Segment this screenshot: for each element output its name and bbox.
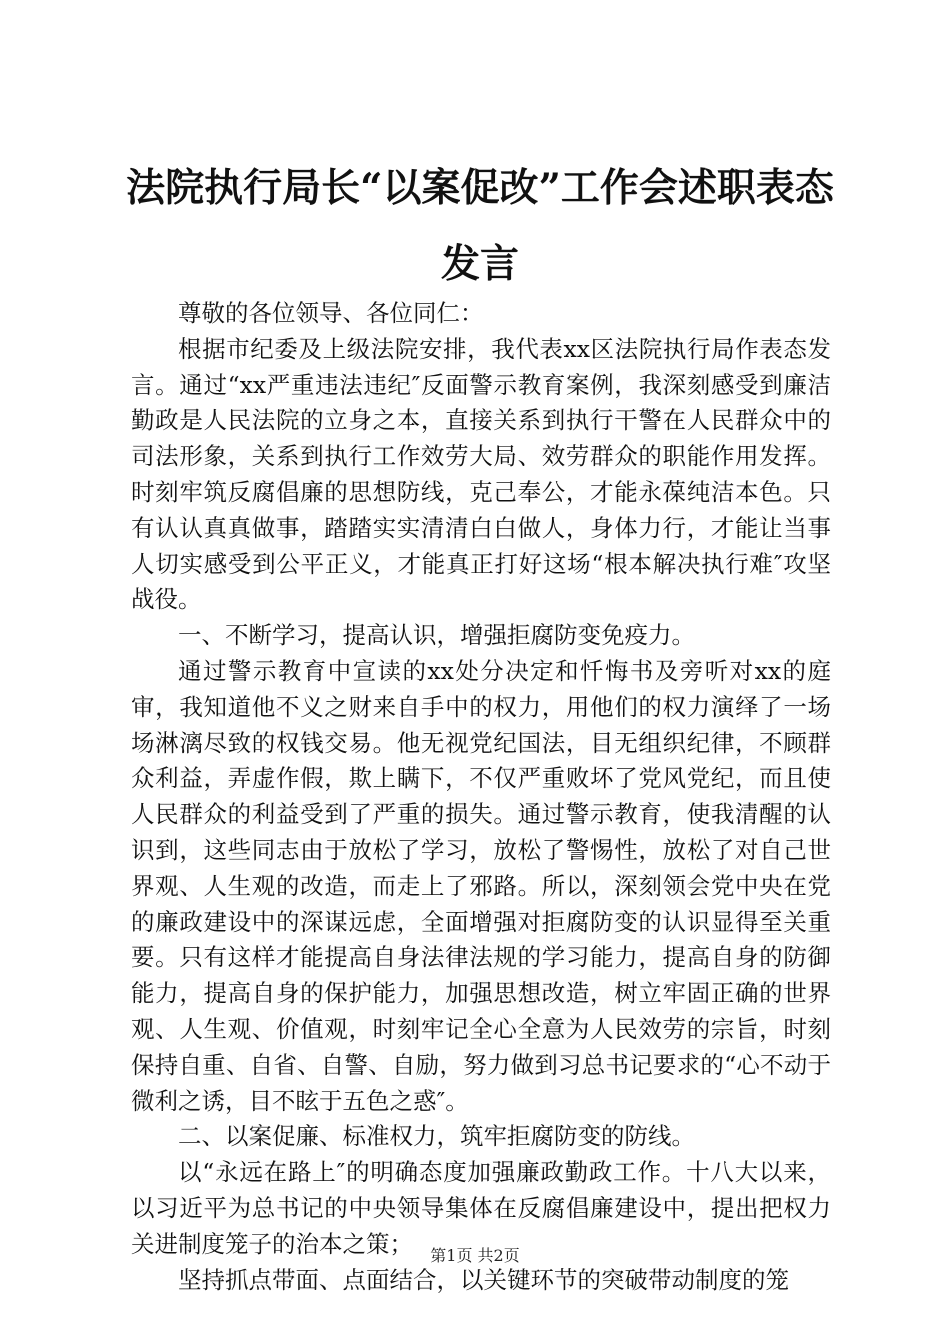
section-1-paragraph: 通过警示教育中宣读的xx处分决定和忏悔书及旁听对xx的庭审，我知道他不义之财来自手中的权力，用他们的权力演绎了一场场淋漓尽致的权钱交易。他无视党纪国法，目无组织纪律，不顾群众利益，弄虚作假，欺上瞒下，不仅严重败坏了党风党纪，而且使人民群众的利益受到了严重的损失。通过警示教育，使我清醒的认识到，这些同志由于放松了学习，放松了警惕性，放松了对自己世界观、人生观的改造，而走上了邪路。所以，深刻领会党中央在党的廉政建设中的深谋远虑，全面增强对拒腐防变的认识显得至关重要。只有这样才能提高自身法律法规的学习能力，提高自身的防御能力，提高自身的保护能力，加强思想改造，树立牢固正确的世界观、人生观、价值观，时刻牢记全心全意为人民效劳的宗旨，时刻保持自重、自省、自警、自励，努力做到习总书记要求的“心不动于微利之诱，目不眩于五色之惑″。 — [131, 656, 831, 1115]
section-heading-1: 一、不断学习，提高认识，增强拒腐防变免疫力。 — [178, 621, 695, 650]
section-2-paragraph: 以“永远在路上″的明确态度加强廉政勤政工作。十八大以来，以习近平为总书记的中央领导集体在反腐倡廉建设中，提出把权力关进制度笼子的治本之策； — [131, 1158, 831, 1258]
section-2-paragraph-continued: 坚持抓点带面、点面结合，以关键环节的突破带动制度的笼 — [178, 1265, 789, 1294]
intro-paragraph: 根据市纪委及上级法院安排，我代表xx区法院执行局作表态发言。通过“xx严重违法违纪″反面警示教育案例，我深刻感受到廉洁勤政是人民法院的立身之本，直接关系到执行干警在人民群众中的司法形象，关系到执行工作效劳大局、效劳群众的职能作用发挥。时刻牢筑反腐倡廉的思想防线，克己奉公，才能永葆纯洁本色。只有认认真真做事，踏踏实实清清白白做人，身体力行，才能让当事人切实感受到公平正义，才能真正打好这场“根本解决执行难″攻坚战役。 — [131, 334, 831, 614]
page-footer: 第1页 共2页 — [430, 1246, 520, 1265]
document-body — [131, 296, 831, 1298]
document-title: 法院执行局长“以案促改”工作会述职表态发言 — [126, 165, 834, 287]
salutation-paragraph: 尊敬的各位领导、各位同仁： — [178, 299, 484, 327]
section-heading-2: 二、以案促廉、标准权力，筑牢拒腐防变的防线。 — [178, 1122, 695, 1151]
